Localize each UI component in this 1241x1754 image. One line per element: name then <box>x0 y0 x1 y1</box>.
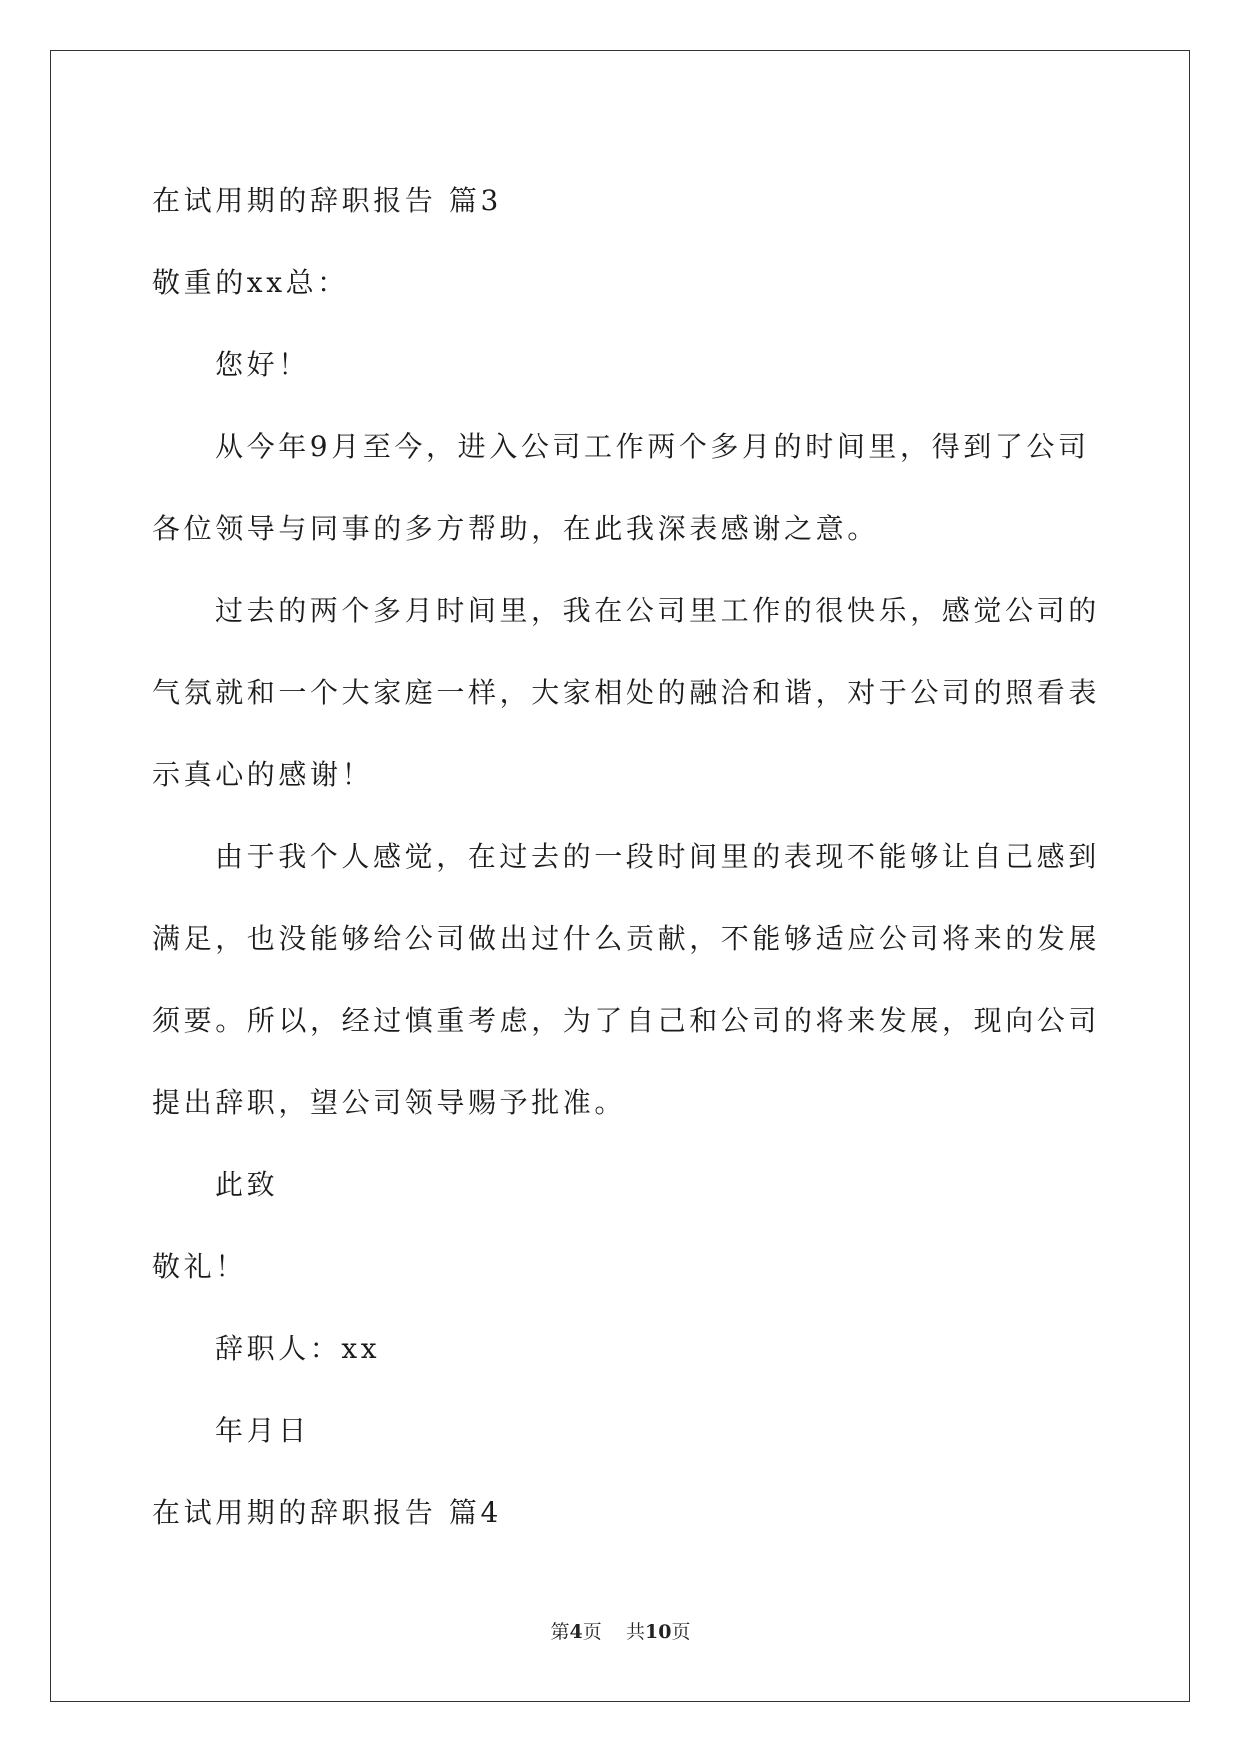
footer-total-suffix: 页 <box>671 1621 691 1643</box>
paragraph-line: 示真心的感谢！ <box>152 758 374 791</box>
salutation: 敬重的xx总： <box>152 266 349 299</box>
current-page-number: 4 <box>569 1621 583 1643</box>
footer-total-prefix: 共 <box>625 1621 645 1643</box>
signature: 辞职人：xx <box>215 1332 381 1365</box>
document-body <box>152 160 1101 1554</box>
date-line: 年月日 <box>215 1414 310 1447</box>
section-heading: 在试用期的辞职报告 篇4 <box>152 1496 502 1529</box>
paragraph-line: 过去的两个多月时间里，我在公司里工作的很快乐，感觉公司的 <box>215 594 1100 627</box>
section-heading: 在试用期的辞职报告 篇3 <box>152 184 502 217</box>
paragraph-line: 满足，也没能够给公司做出过什么贡献，不能够适应公司将来的发展 <box>152 922 1101 955</box>
paragraph-line: 由于我个人感觉，在过去的一段时间里的表现不能够让自己感到 <box>215 840 1100 873</box>
paragraph-line: 从今年9月至今，进入公司工作两个多月的时间里，得到了公司 <box>215 430 1090 463</box>
paragraph-line: 各位领导与同事的多方帮助，在此我深表感谢之意。 <box>152 512 879 545</box>
paragraph-line: 须要。所以，经过慎重考虑，为了自己和公司的将来发展，现向公司 <box>152 1004 1101 1037</box>
page-footer <box>0 1617 1241 1644</box>
closing-regards: 敬礼！ <box>152 1250 247 1283</box>
paragraph-line: 气氛就和一个大家庭一样，大家相处的融洽和谐，对于公司的照看表 <box>152 676 1101 709</box>
footer-prefix: 第 <box>550 1621 570 1643</box>
closing: 此致 <box>215 1168 279 1201</box>
footer-page-suffix: 页 <box>582 1621 602 1643</box>
paragraph-line: 提出辞职，望公司领导赐予批准。 <box>152 1086 627 1119</box>
total-pages-number: 10 <box>644 1621 672 1643</box>
greeting: 您好！ <box>215 348 310 381</box>
